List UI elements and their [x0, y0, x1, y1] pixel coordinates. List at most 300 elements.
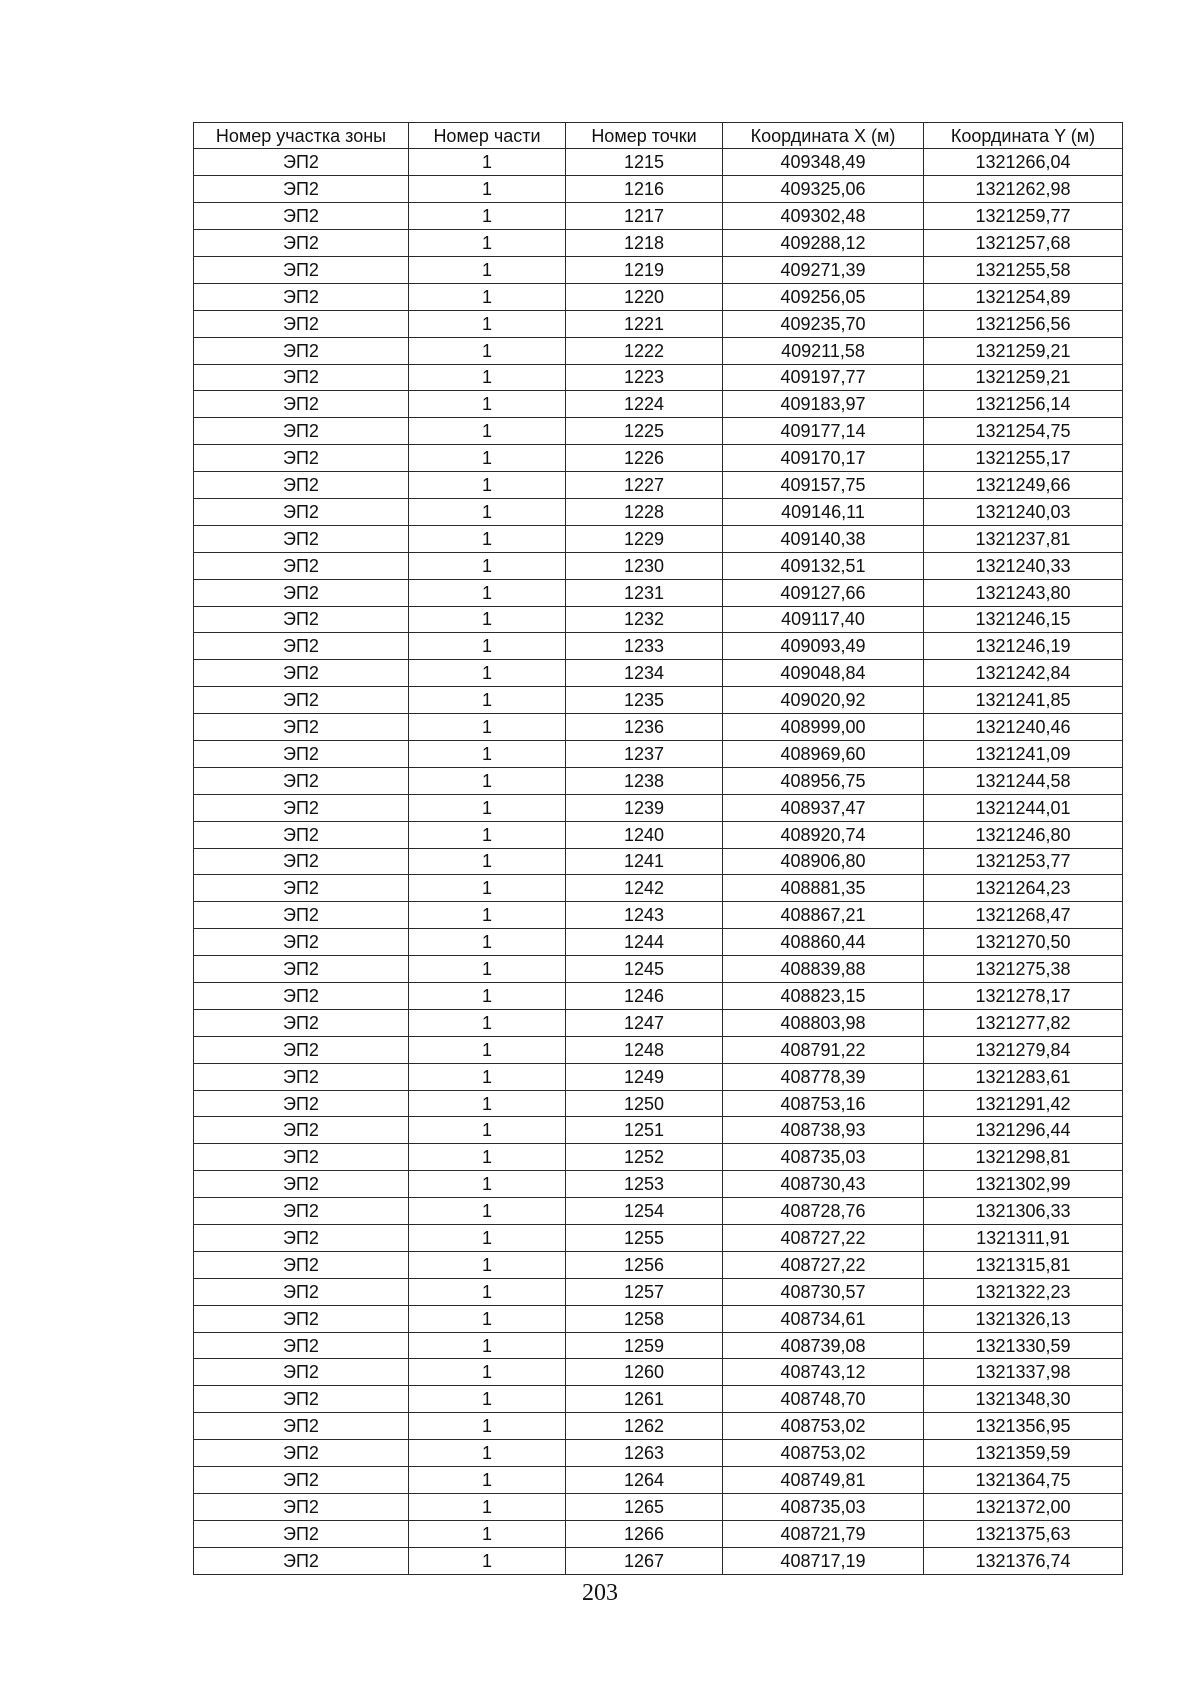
coordinate-x-cell: 408999,00: [723, 714, 924, 741]
zone-section-cell: ЭП2: [194, 1278, 409, 1305]
coordinate-x-cell: 408839,88: [723, 956, 924, 983]
coordinate-y-cell: 1321237,81: [924, 525, 1123, 552]
coordinate-x-cell: 409157,75: [723, 472, 924, 499]
coordinate-y-cell: 1321241,09: [924, 740, 1123, 767]
coordinate-x-cell: 409348,49: [723, 149, 924, 176]
zone-section-cell: ЭП2: [194, 1359, 409, 1386]
point-number-cell: 1262: [566, 1413, 723, 1440]
coordinate-x-cell: 409170,17: [723, 445, 924, 472]
part-number-cell: 1: [409, 149, 566, 176]
zone-section-cell: ЭП2: [194, 1386, 409, 1413]
zone-section-cell: ЭП2: [194, 472, 409, 499]
part-number-cell: 1: [409, 1332, 566, 1359]
zone-section-cell: ЭП2: [194, 1063, 409, 1090]
zone-section-cell: ЭП2: [194, 1520, 409, 1547]
point-number-cell: 1216: [566, 176, 723, 203]
coordinate-y-cell: 1321326,13: [924, 1305, 1123, 1332]
coordinate-x-cell: 409302,48: [723, 203, 924, 230]
point-number-cell: 1263: [566, 1440, 723, 1467]
coordinate-x-cell: 409093,49: [723, 633, 924, 660]
coordinate-y-cell: 1321256,14: [924, 391, 1123, 418]
point-number-cell: 1265: [566, 1493, 723, 1520]
table-row: [194, 929, 1123, 956]
table-row: [194, 821, 1123, 848]
zone-section-cell: ЭП2: [194, 794, 409, 821]
coordinate-y-cell: 1321359,59: [924, 1440, 1123, 1467]
table-row: [194, 1520, 1123, 1547]
zone-section-cell: ЭП2: [194, 283, 409, 310]
coordinate-x-cell: 409325,06: [723, 176, 924, 203]
coordinate-x-cell: 408881,35: [723, 875, 924, 902]
coordinate-y-cell: 1321376,74: [924, 1547, 1123, 1574]
point-number-cell: 1229: [566, 525, 723, 552]
point-number-cell: 1266: [566, 1520, 723, 1547]
coordinate-y-cell: 1321253,77: [924, 848, 1123, 875]
coordinate-y-cell: 1321241,85: [924, 687, 1123, 714]
part-number-cell: 1: [409, 714, 566, 741]
coordinate-x-cell: 408906,80: [723, 848, 924, 875]
table-row: [194, 1225, 1123, 1252]
coordinate-y-cell: 1321246,15: [924, 606, 1123, 633]
table-row: [194, 1547, 1123, 1574]
coordinate-y-cell: 1321291,42: [924, 1090, 1123, 1117]
part-number-cell: 1: [409, 1386, 566, 1413]
point-number-cell: 1231: [566, 579, 723, 606]
coordinate-x-cell: 408717,19: [723, 1547, 924, 1574]
point-number-cell: 1258: [566, 1305, 723, 1332]
point-number-cell: 1257: [566, 1278, 723, 1305]
point-number-cell: 1225: [566, 418, 723, 445]
coordinate-y-cell: 1321275,38: [924, 956, 1123, 983]
table-row: [194, 445, 1123, 472]
coordinate-y-cell: 1321283,61: [924, 1063, 1123, 1090]
part-number-cell: 1: [409, 902, 566, 929]
coordinate-y-cell: 1321311,91: [924, 1225, 1123, 1252]
coordinate-y-cell: 1321306,33: [924, 1198, 1123, 1225]
table-row: [194, 418, 1123, 445]
part-number-cell: 1: [409, 1090, 566, 1117]
table-row: [194, 1009, 1123, 1036]
coordinate-y-cell: 1321364,75: [924, 1467, 1123, 1494]
point-number-cell: 1256: [566, 1251, 723, 1278]
table-row: [194, 391, 1123, 418]
coordinate-x-cell: 408735,03: [723, 1493, 924, 1520]
coordinate-y-cell: 1321356,95: [924, 1413, 1123, 1440]
zone-section-cell: ЭП2: [194, 983, 409, 1010]
point-number-cell: 1252: [566, 1144, 723, 1171]
table-row: [194, 149, 1123, 176]
table-header-row: [194, 123, 1123, 149]
coordinate-x-cell: 409197,77: [723, 364, 924, 391]
coordinate-x-cell: 408738,93: [723, 1117, 924, 1144]
table-row: [194, 1413, 1123, 1440]
coordinate-x-cell: 408739,08: [723, 1332, 924, 1359]
coordinate-y-cell: 1321372,00: [924, 1493, 1123, 1520]
coordinate-x-cell: 408778,39: [723, 1063, 924, 1090]
coordinate-x-cell: 408730,43: [723, 1171, 924, 1198]
part-number-cell: 1: [409, 929, 566, 956]
coordinate-y-cell: 1321268,47: [924, 902, 1123, 929]
coordinate-y-cell: 1321254,89: [924, 283, 1123, 310]
zone-section-cell: ЭП2: [194, 902, 409, 929]
coordinate-x-cell: 408956,75: [723, 767, 924, 794]
coordinate-x-cell: 409288,12: [723, 230, 924, 257]
zone-section-cell: ЭП2: [194, 1225, 409, 1252]
table-row: [194, 472, 1123, 499]
table-row: [194, 1332, 1123, 1359]
coordinate-x-cell: 409020,92: [723, 687, 924, 714]
zone-section-cell: ЭП2: [194, 203, 409, 230]
part-number-cell: 1: [409, 1251, 566, 1278]
zone-section-cell: ЭП2: [194, 579, 409, 606]
table-row: [194, 552, 1123, 579]
part-number-cell: 1: [409, 983, 566, 1010]
table-row: [194, 364, 1123, 391]
zone-section-cell: ЭП2: [194, 149, 409, 176]
coordinate-x-cell: 409177,14: [723, 418, 924, 445]
zone-section-cell: ЭП2: [194, 337, 409, 364]
coordinate-y-cell: 1321262,98: [924, 176, 1123, 203]
table-row: [194, 1493, 1123, 1520]
table-row: [194, 983, 1123, 1010]
table-row: [194, 1278, 1123, 1305]
part-number-cell: 1: [409, 1198, 566, 1225]
coordinate-y-cell: 1321244,01: [924, 794, 1123, 821]
part-number-cell: 1: [409, 875, 566, 902]
zone-section-cell: ЭП2: [194, 633, 409, 660]
coordinate-x-cell: 408753,02: [723, 1413, 924, 1440]
zone-section-cell: ЭП2: [194, 445, 409, 472]
zone-section-cell: ЭП2: [194, 1305, 409, 1332]
point-number-cell: 1220: [566, 283, 723, 310]
coordinate-x-cell: 408753,02: [723, 1440, 924, 1467]
part-number-cell: 1: [409, 1117, 566, 1144]
point-number-cell: 1255: [566, 1225, 723, 1252]
coordinate-x-cell: 408920,74: [723, 821, 924, 848]
header-coordinate-x: Координата X (м): [723, 123, 924, 149]
coordinate-y-cell: 1321277,82: [924, 1009, 1123, 1036]
point-number-cell: 1235: [566, 687, 723, 714]
point-number-cell: 1221: [566, 310, 723, 337]
point-number-cell: 1244: [566, 929, 723, 956]
coordinate-y-cell: 1321243,80: [924, 579, 1123, 606]
zone-section-cell: ЭП2: [194, 418, 409, 445]
zone-section-cell: ЭП2: [194, 1547, 409, 1574]
coordinate-x-cell: 409048,84: [723, 660, 924, 687]
point-number-cell: 1233: [566, 633, 723, 660]
zone-section-cell: ЭП2: [194, 1198, 409, 1225]
coordinate-y-cell: 1321298,81: [924, 1144, 1123, 1171]
coordinate-y-cell: 1321348,30: [924, 1386, 1123, 1413]
part-number-cell: 1: [409, 1144, 566, 1171]
table-row: [194, 660, 1123, 687]
point-number-cell: 1246: [566, 983, 723, 1010]
coordinate-x-cell: 408860,44: [723, 929, 924, 956]
zone-section-cell: ЭП2: [194, 1332, 409, 1359]
point-number-cell: 1248: [566, 1036, 723, 1063]
coordinate-x-cell: 408823,15: [723, 983, 924, 1010]
table-row: [194, 1198, 1123, 1225]
part-number-cell: 1: [409, 1359, 566, 1386]
coordinate-y-cell: 1321259,21: [924, 337, 1123, 364]
page-number: 203: [582, 1580, 618, 1606]
part-number-cell: 1: [409, 1009, 566, 1036]
table-row: [194, 1467, 1123, 1494]
point-number-cell: 1242: [566, 875, 723, 902]
zone-section-cell: ЭП2: [194, 1251, 409, 1278]
part-number-cell: 1: [409, 848, 566, 875]
coordinate-y-cell: 1321249,66: [924, 472, 1123, 499]
table-row: [194, 256, 1123, 283]
part-number-cell: 1: [409, 256, 566, 283]
table-body: [194, 149, 1123, 1574]
part-number-cell: 1: [409, 1278, 566, 1305]
part-number-cell: 1: [409, 687, 566, 714]
zone-section-cell: ЭП2: [194, 1117, 409, 1144]
part-number-cell: 1: [409, 310, 566, 337]
part-number-cell: 1: [409, 498, 566, 525]
zone-section-cell: ЭП2: [194, 552, 409, 579]
coordinate-y-cell: 1321315,81: [924, 1251, 1123, 1278]
coordinate-x-cell: 409235,70: [723, 310, 924, 337]
coordinate-x-cell: 408727,22: [723, 1225, 924, 1252]
coordinate-y-cell: 1321255,17: [924, 445, 1123, 472]
coordinate-y-cell: 1321266,04: [924, 149, 1123, 176]
coordinate-x-cell: 409183,97: [723, 391, 924, 418]
part-number-cell: 1: [409, 1036, 566, 1063]
table-row: [194, 1440, 1123, 1467]
coordinate-x-cell: 408735,03: [723, 1144, 924, 1171]
table-row: [194, 606, 1123, 633]
point-number-cell: 1222: [566, 337, 723, 364]
zone-section-cell: ЭП2: [194, 256, 409, 283]
point-number-cell: 1217: [566, 203, 723, 230]
part-number-cell: 1: [409, 579, 566, 606]
coordinate-x-cell: 408730,57: [723, 1278, 924, 1305]
table-row: [194, 525, 1123, 552]
coordinate-x-cell: 408753,16: [723, 1090, 924, 1117]
coordinate-y-cell: 1321254,75: [924, 418, 1123, 445]
table-row: [194, 740, 1123, 767]
part-number-cell: 1: [409, 472, 566, 499]
point-number-cell: 1232: [566, 606, 723, 633]
zone-section-cell: ЭП2: [194, 660, 409, 687]
point-number-cell: 1241: [566, 848, 723, 875]
coordinate-y-cell: 1321279,84: [924, 1036, 1123, 1063]
coordinate-x-cell: 408867,21: [723, 902, 924, 929]
coordinate-y-cell: 1321375,63: [924, 1520, 1123, 1547]
table-row: [194, 902, 1123, 929]
coordinate-y-cell: 1321246,80: [924, 821, 1123, 848]
point-number-cell: 1267: [566, 1547, 723, 1574]
table-row: [194, 687, 1123, 714]
zone-section-cell: ЭП2: [194, 1413, 409, 1440]
part-number-cell: 1: [409, 391, 566, 418]
table-row: [194, 176, 1123, 203]
table-row: [194, 1359, 1123, 1386]
part-number-cell: 1: [409, 767, 566, 794]
coordinate-x-cell: 409117,40: [723, 606, 924, 633]
part-number-cell: 1: [409, 525, 566, 552]
coordinate-x-cell: 408743,12: [723, 1359, 924, 1386]
coordinate-y-cell: 1321330,59: [924, 1332, 1123, 1359]
part-number-cell: 1: [409, 552, 566, 579]
part-number-cell: 1: [409, 1225, 566, 1252]
table-row: [194, 1036, 1123, 1063]
zone-section-cell: ЭП2: [194, 310, 409, 337]
zone-section-cell: ЭП2: [194, 391, 409, 418]
zone-section-cell: ЭП2: [194, 956, 409, 983]
table-row: [194, 956, 1123, 983]
table-row: [194, 283, 1123, 310]
coordinate-x-cell: 408734,61: [723, 1305, 924, 1332]
point-number-cell: 1261: [566, 1386, 723, 1413]
zone-section-cell: ЭП2: [194, 498, 409, 525]
table-row: [194, 579, 1123, 606]
coordinate-x-cell: 408969,60: [723, 740, 924, 767]
part-number-cell: 1: [409, 1520, 566, 1547]
point-number-cell: 1227: [566, 472, 723, 499]
table-row: [194, 203, 1123, 230]
coordinate-y-cell: 1321256,56: [924, 310, 1123, 337]
part-number-cell: 1: [409, 1171, 566, 1198]
table-row: [194, 1090, 1123, 1117]
table-row: [194, 1386, 1123, 1413]
point-number-cell: 1251: [566, 1117, 723, 1144]
zone-section-cell: ЭП2: [194, 1009, 409, 1036]
part-number-cell: 1: [409, 1493, 566, 1520]
part-number-cell: 1: [409, 1063, 566, 1090]
point-number-cell: 1228: [566, 498, 723, 525]
part-number-cell: 1: [409, 445, 566, 472]
coordinate-x-cell: 408749,81: [723, 1467, 924, 1494]
point-number-cell: 1236: [566, 714, 723, 741]
coordinate-y-cell: 1321264,23: [924, 875, 1123, 902]
point-number-cell: 1218: [566, 230, 723, 257]
part-number-cell: 1: [409, 176, 566, 203]
zone-section-cell: ЭП2: [194, 1090, 409, 1117]
zone-section-cell: ЭП2: [194, 1171, 409, 1198]
part-number-cell: 1: [409, 794, 566, 821]
coordinate-y-cell: 1321240,33: [924, 552, 1123, 579]
coordinate-y-cell: 1321270,50: [924, 929, 1123, 956]
zone-section-cell: ЭП2: [194, 1440, 409, 1467]
part-number-cell: 1: [409, 956, 566, 983]
table-row: [194, 1063, 1123, 1090]
coordinate-x-cell: 409140,38: [723, 525, 924, 552]
point-number-cell: 1249: [566, 1063, 723, 1090]
coordinate-x-cell: 409132,51: [723, 552, 924, 579]
zone-section-cell: ЭП2: [194, 875, 409, 902]
table-row: [194, 230, 1123, 257]
point-number-cell: 1223: [566, 364, 723, 391]
coordinate-y-cell: 1321240,03: [924, 498, 1123, 525]
coordinate-y-cell: 1321322,23: [924, 1278, 1123, 1305]
zone-section-cell: ЭП2: [194, 687, 409, 714]
coordinate-x-cell: 409146,11: [723, 498, 924, 525]
table-row: [194, 848, 1123, 875]
coordinates-table: [193, 122, 1123, 1575]
point-number-cell: 1239: [566, 794, 723, 821]
point-number-cell: 1230: [566, 552, 723, 579]
zone-section-cell: ЭП2: [194, 1036, 409, 1063]
coordinate-y-cell: 1321296,44: [924, 1117, 1123, 1144]
zone-section-cell: ЭП2: [194, 1467, 409, 1494]
zone-section-cell: ЭП2: [194, 714, 409, 741]
coordinate-y-cell: 1321337,98: [924, 1359, 1123, 1386]
table-row: [194, 1251, 1123, 1278]
table-row: [194, 767, 1123, 794]
part-number-cell: 1: [409, 1413, 566, 1440]
coordinate-y-cell: 1321302,99: [924, 1171, 1123, 1198]
point-number-cell: 1264: [566, 1467, 723, 1494]
header-zone-section: Номер участка зоны: [194, 123, 409, 149]
coordinate-y-cell: 1321246,19: [924, 633, 1123, 660]
table-row: [194, 714, 1123, 741]
coordinate-x-cell: 408721,79: [723, 1520, 924, 1547]
part-number-cell: 1: [409, 633, 566, 660]
point-number-cell: 1247: [566, 1009, 723, 1036]
table-row: [194, 1144, 1123, 1171]
coordinate-x-cell: 408803,98: [723, 1009, 924, 1036]
coordinate-x-cell: 409256,05: [723, 283, 924, 310]
point-number-cell: 1260: [566, 1359, 723, 1386]
part-number-cell: 1: [409, 230, 566, 257]
zone-section-cell: ЭП2: [194, 606, 409, 633]
part-number-cell: 1: [409, 1305, 566, 1332]
part-number-cell: 1: [409, 740, 566, 767]
part-number-cell: 1: [409, 337, 566, 364]
part-number-cell: 1: [409, 821, 566, 848]
coordinate-y-cell: 1321242,84: [924, 660, 1123, 687]
table-row: [194, 1117, 1123, 1144]
coordinate-x-cell: 408727,22: [723, 1251, 924, 1278]
coordinate-x-cell: 408728,76: [723, 1198, 924, 1225]
point-number-cell: 1250: [566, 1090, 723, 1117]
coordinate-x-cell: 409211,58: [723, 337, 924, 364]
point-number-cell: 1237: [566, 740, 723, 767]
zone-section-cell: ЭП2: [194, 230, 409, 257]
table-row: [194, 875, 1123, 902]
zone-section-cell: ЭП2: [194, 525, 409, 552]
zone-section-cell: ЭП2: [194, 176, 409, 203]
point-number-cell: 1253: [566, 1171, 723, 1198]
table-row: [194, 794, 1123, 821]
table-row: [194, 1305, 1123, 1332]
zone-section-cell: ЭП2: [194, 364, 409, 391]
header-coordinate-y: Координата Y (м): [924, 123, 1123, 149]
part-number-cell: 1: [409, 203, 566, 230]
coordinate-x-cell: 408791,22: [723, 1036, 924, 1063]
point-number-cell: 1259: [566, 1332, 723, 1359]
zone-section-cell: ЭП2: [194, 821, 409, 848]
coordinate-y-cell: 1321278,17: [924, 983, 1123, 1010]
coordinate-x-cell: 408937,47: [723, 794, 924, 821]
point-number-cell: 1240: [566, 821, 723, 848]
table-row: [194, 337, 1123, 364]
part-number-cell: 1: [409, 283, 566, 310]
point-number-cell: 1245: [566, 956, 723, 983]
coordinate-x-cell: 409127,66: [723, 579, 924, 606]
part-number-cell: 1: [409, 606, 566, 633]
part-number-cell: 1: [409, 1467, 566, 1494]
point-number-cell: 1234: [566, 660, 723, 687]
zone-section-cell: ЭП2: [194, 929, 409, 956]
zone-section-cell: ЭП2: [194, 740, 409, 767]
coordinate-y-cell: 1321240,46: [924, 714, 1123, 741]
part-number-cell: 1: [409, 418, 566, 445]
point-number-cell: 1226: [566, 445, 723, 472]
